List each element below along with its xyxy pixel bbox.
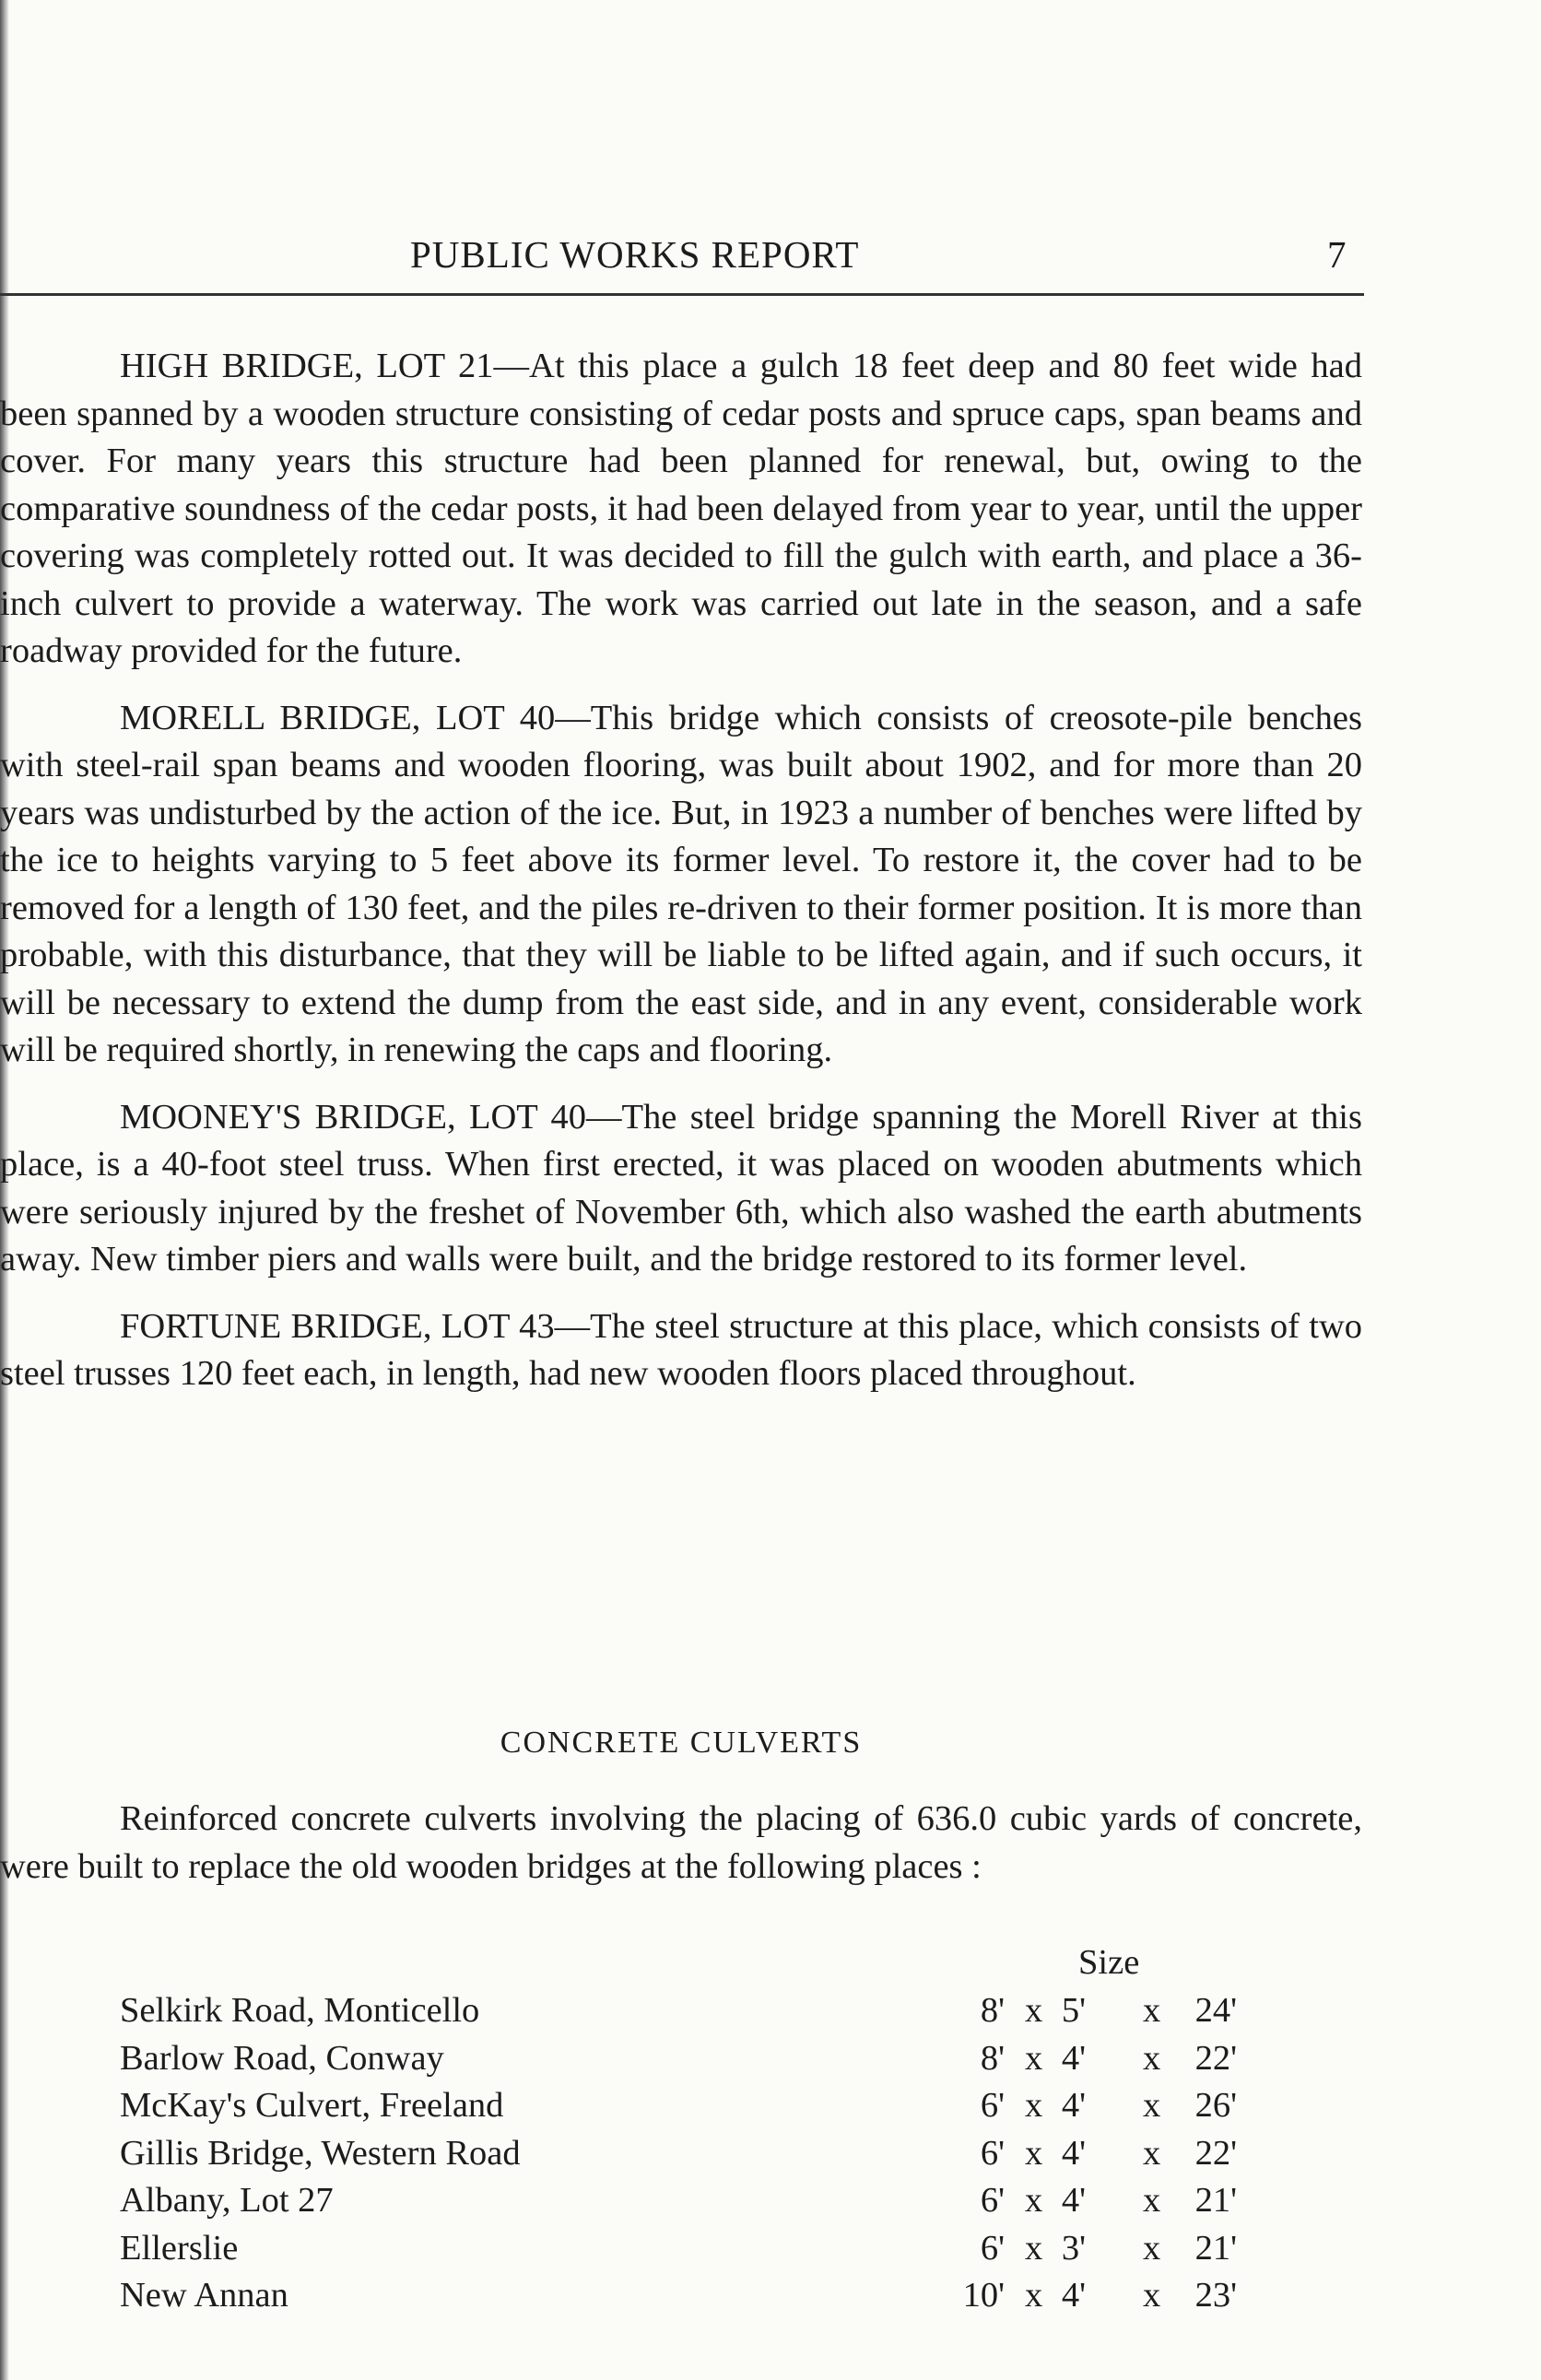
culverts-intro bbox=[0, 1796, 1362, 1891]
size-column-header: Size bbox=[1078, 1943, 1140, 1982]
culvert-place: Ellerslie bbox=[120, 2228, 239, 2268]
culvert-place: Selkirk Road, Monticello bbox=[120, 1991, 480, 2030]
times-sign: x bbox=[1143, 2181, 1161, 2220]
table-row bbox=[0, 2130, 1362, 2178]
culverts-rows bbox=[0, 1987, 1362, 2320]
table-row bbox=[0, 2225, 1362, 2273]
culvert-length: 22' bbox=[1194, 2133, 1237, 2173]
culvert-width: 6' bbox=[980, 2181, 1005, 2220]
table-row bbox=[0, 2272, 1362, 2320]
culvert-height: 5' bbox=[1061, 1991, 1086, 2030]
culvert-height: 4' bbox=[1061, 2086, 1086, 2125]
table-row bbox=[0, 2082, 1362, 2130]
culvert-length: 21' bbox=[1194, 2228, 1237, 2268]
times-sign: x bbox=[1143, 2133, 1161, 2173]
culvert-width: 8' bbox=[980, 2038, 1005, 2078]
culvert-width: 6' bbox=[980, 2086, 1005, 2125]
culvert-height: 4' bbox=[1061, 2276, 1086, 2315]
culvert-place: Gillis Bridge, Western Road bbox=[120, 2133, 521, 2173]
times-sign: x bbox=[1143, 2276, 1161, 2315]
culvert-length: 26' bbox=[1194, 2086, 1237, 2125]
culvert-place: New Annan bbox=[120, 2276, 288, 2315]
page-number: 7 bbox=[1327, 233, 1347, 276]
times-sign: x bbox=[1025, 2276, 1043, 2315]
times-sign: x bbox=[1025, 2181, 1043, 2220]
header-title: PUBLIC WORKS REPORT bbox=[410, 233, 860, 276]
culvert-height: 4' bbox=[1061, 2133, 1086, 2173]
times-sign: x bbox=[1025, 2038, 1043, 2078]
culvert-height: 3' bbox=[1061, 2228, 1086, 2268]
table-row bbox=[0, 1987, 1362, 2035]
times-sign: x bbox=[1143, 2038, 1161, 2078]
times-sign: x bbox=[1143, 2228, 1161, 2268]
culvert-height: 4' bbox=[1061, 2181, 1086, 2220]
culvert-width: 6' bbox=[980, 2133, 1005, 2173]
culvert-width: 10' bbox=[962, 2276, 1005, 2315]
times-sign: x bbox=[1025, 2086, 1043, 2125]
culverts-intro-text: Reinforced concrete culverts involving the placing of 636.0 cubic yards of concrete, were built to replace the old wooden bridges at the following places : bbox=[0, 1799, 1362, 1886]
culvert-width: 8' bbox=[980, 1991, 1005, 2030]
times-sign: x bbox=[1025, 2228, 1043, 2268]
culvert-place: Albany, Lot 27 bbox=[120, 2181, 334, 2220]
running-header bbox=[0, 229, 1364, 296]
culvert-length: 21' bbox=[1194, 2181, 1237, 2220]
table-row bbox=[0, 2177, 1362, 2225]
culvert-length: 23' bbox=[1194, 2276, 1237, 2315]
paragraph-mooneys-bridge: MOONEY'S BRIDGE, LOT 40—The steel bridge spanning the Morell River at this place, is a 40-foot steel truss. When first erected, it was placed on wooden abutments which were seriously injured by the freshet of November 6th, which also washed the earth abutments away. New timber piers and walls were built, and the bridge restored to its former level. bbox=[0, 1097, 1362, 1278]
table-row bbox=[0, 2035, 1362, 2083]
times-sign: x bbox=[1143, 2086, 1161, 2125]
culvert-height: 4' bbox=[1061, 2038, 1086, 2078]
culvert-length: 24' bbox=[1194, 1991, 1237, 2030]
culvert-place: Barlow Road, Conway bbox=[120, 2038, 444, 2078]
paragraph-high-bridge: HIGH BRIDGE, LOT 21—At this place a gulch 18 feet deep and 80 feet wide had been spanned by a wooden structure consisting of cedar posts and spruce caps, span beams and cover. For many years this structure had been planned for renewal, but, owing to the comparative soundness of the cedar posts, it had been delayed from year to year, until the upper covering was completely rotted out. It was decided to fill the gulch with earth, and place a 36-inch culvert to provide a waterway. The work was carried out late in the season, and a safe roadway provided for the future. bbox=[0, 347, 1362, 670]
times-sign: x bbox=[1025, 2133, 1043, 2173]
culvert-length: 22' bbox=[1194, 2038, 1237, 2078]
times-sign: x bbox=[1143, 1991, 1161, 2030]
times-sign: x bbox=[1025, 1991, 1043, 2030]
culvert-width: 6' bbox=[980, 2228, 1005, 2268]
body-text bbox=[0, 343, 1362, 1418]
culvert-place: McKay's Culvert, Freeland bbox=[120, 2086, 504, 2125]
paragraph-morell-bridge: MORELL BRIDGE, LOT 40—This bridge which consists of creosote-pile benches with steel-rail span beams and wooden flooring, was built about 1902, and for more than 20 years was undisturbed by the action of the ice. But, in 1923 a number of benches were lifted by the ice to heights varying to 5 feet above its former level. To restore it, the cover had to be removed for a length of 130 feet, and the piles re-driven to their former position. It is more than probable, with this disturbance, that they will be liable to be lifted again, and if such occurs, it will be necessary to extend the dump from the east side, and in any event, considerable work will be required shortly, in renewing the caps and flooring. bbox=[0, 698, 1362, 1069]
paragraph-fortune-bridge: FORTUNE BRIDGE, LOT 43—The steel structure at this place, which consists of two steel trusses 120 feet each, in length, had new wooden floors placed throughout. bbox=[0, 1306, 1362, 1393]
section-heading: CONCRETE CULVERTS bbox=[500, 1726, 863, 1760]
